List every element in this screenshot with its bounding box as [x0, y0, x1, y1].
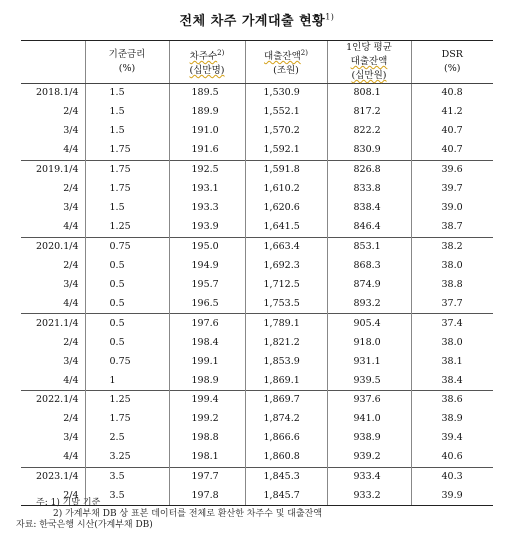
cell-period: 4/4	[63, 144, 79, 156]
cell-base-rate: 1.5	[85, 122, 169, 141]
cell-borrowers: 193.9	[169, 218, 245, 237]
footnote-2: 2) 가계부채 DB 상 표본 데이터를 전체로 환산한 차주수 및 대출잔액	[53, 509, 323, 519]
cell-per-capita: 817.2	[327, 103, 411, 122]
table-row	[21, 333, 493, 352]
cell-per-capita: 905.4	[327, 314, 411, 333]
cell-borrowers: 195.7	[169, 275, 245, 294]
cell-period: 2019.1/4	[21, 160, 85, 179]
cell-per-capita: 933.2	[327, 486, 411, 505]
cell-balance: 1,610.2	[245, 179, 327, 198]
cell-dsr: 38.8	[411, 275, 493, 294]
cell-base-rate: 3.25	[85, 448, 169, 467]
cell-period: 2/4	[63, 336, 79, 348]
cell-per-capita: 826.8	[327, 160, 411, 179]
cell-balance: 1,592.1	[245, 141, 327, 160]
cell-base-rate: 3.5	[85, 486, 169, 505]
cell-base-rate: 2.5	[85, 429, 169, 448]
cell-base-rate: 1.75	[85, 141, 169, 160]
household-loan-table	[21, 40, 493, 506]
cell-period: 3/4	[63, 125, 79, 137]
header-balance-unit: (조원)	[273, 65, 299, 77]
header-base-rate	[85, 41, 169, 84]
cell-balance: 1,821.2	[245, 333, 327, 352]
cell-period: 4/4	[63, 221, 79, 233]
header-base-rate-unit: (%)	[118, 63, 136, 74]
cell-borrowers: 196.5	[169, 295, 245, 314]
source-note: 자료: 한국은행 시산(가계부채 DB)	[16, 520, 153, 530]
cell-dsr: 39.0	[411, 199, 493, 218]
cell-dsr: 39.9	[411, 486, 493, 505]
cell-dsr: 38.0	[411, 333, 493, 352]
cell-per-capita: 808.1	[327, 84, 411, 103]
table-row	[21, 84, 493, 103]
cell-borrowers: 197.7	[169, 467, 245, 486]
table-row	[21, 218, 493, 237]
header-borrowers	[169, 41, 245, 84]
cell-per-capita: 874.9	[327, 275, 411, 294]
header-borrowers-footnote-mark: 2)	[217, 48, 225, 57]
table-row	[21, 448, 493, 467]
header-balance	[245, 41, 327, 84]
table-row	[21, 103, 493, 122]
header-base-rate-label: 기준금리	[108, 49, 146, 60]
cell-base-rate: 0.5	[85, 295, 169, 314]
cell-dsr: 39.6	[411, 160, 493, 179]
footnotes	[16, 498, 323, 531]
cell-base-rate: 1.5	[85, 84, 169, 103]
table-row	[21, 295, 493, 314]
cell-borrowers: 191.0	[169, 122, 245, 141]
table-row	[21, 237, 493, 256]
cell-period: 2018.1/4	[36, 87, 79, 99]
cell-base-rate: 0.5	[85, 275, 169, 294]
cell-period: 3/4	[63, 278, 79, 290]
cell-dsr: 40.7	[411, 122, 493, 141]
cell-period: 2022.1/4	[21, 391, 85, 410]
header-row	[21, 41, 493, 84]
cell-borrowers: 192.5	[169, 160, 245, 179]
cell-period: 4/4	[63, 374, 79, 386]
table-row	[21, 275, 493, 294]
cell-dsr: 37.7	[411, 295, 493, 314]
cell-base-rate: 0.75	[85, 352, 169, 371]
cell-dsr: 38.0	[411, 256, 493, 275]
table-row	[21, 141, 493, 160]
cell-per-capita: 918.0	[327, 333, 411, 352]
table-row	[21, 314, 493, 333]
cell-dsr: 40.3	[411, 467, 493, 486]
cell-base-rate: 1	[85, 371, 169, 390]
cell-borrowers: 198.8	[169, 429, 245, 448]
cell-per-capita: 937.6	[327, 391, 411, 410]
cell-base-rate: 0.75	[85, 237, 169, 256]
cell-dsr: 38.1	[411, 352, 493, 371]
cell-borrowers: 189.5	[169, 84, 245, 103]
cell-base-rate: 3.5	[85, 467, 169, 486]
cell-balance: 1,641.5	[245, 218, 327, 237]
cell-balance: 1,860.8	[245, 448, 327, 467]
cell-borrowers: 195.0	[169, 237, 245, 256]
cell-period: 3/4	[63, 355, 79, 367]
cell-base-rate: 1.75	[85, 160, 169, 179]
cell-borrowers: 199.4	[169, 391, 245, 410]
header-per-capita-line1: 1인당 평균	[346, 42, 392, 53]
header-period	[21, 41, 85, 84]
cell-balance: 1,866.6	[245, 429, 327, 448]
cell-borrowers: 197.8	[169, 486, 245, 505]
cell-base-rate: 1.5	[85, 199, 169, 218]
header-dsr-unit: (%)	[444, 63, 461, 74]
cell-dsr: 38.7	[411, 218, 493, 237]
cell-base-rate: 1.5	[85, 103, 169, 122]
cell-dsr: 41.2	[411, 103, 493, 122]
cell-balance: 1,591.8	[245, 160, 327, 179]
cell-per-capita: 830.9	[327, 141, 411, 160]
cell-dsr: 40.6	[411, 448, 493, 467]
cell-dsr: 39.7	[411, 179, 493, 198]
cell-period: 2020.1/4	[21, 237, 85, 256]
header-dsr	[411, 41, 493, 84]
cell-period: 4/4	[63, 297, 79, 309]
cell-dsr: 40.8	[411, 84, 493, 103]
table-row	[21, 410, 493, 429]
cell-period: 2/4	[21, 486, 85, 505]
cell-dsr: 38.6	[411, 391, 493, 410]
cell-borrowers: 198.4	[169, 333, 245, 352]
table-row	[21, 352, 493, 371]
cell-per-capita: 941.0	[327, 410, 411, 429]
cell-balance: 1,874.2	[245, 410, 327, 429]
cell-base-rate: 0.5	[85, 256, 169, 275]
cell-borrowers: 193.1	[169, 179, 245, 198]
cell-borrowers: 198.9	[169, 371, 245, 390]
cell-balance: 1,753.5	[245, 295, 327, 314]
cell-balance: 1,869.1	[245, 371, 327, 390]
cell-borrowers: 193.3	[169, 199, 245, 218]
header-per-capita-line2: 대출잔액	[350, 56, 388, 67]
cell-balance: 1,845.3	[245, 467, 327, 486]
cell-per-capita: 938.9	[327, 429, 411, 448]
cell-dsr: 38.4	[411, 371, 493, 390]
table-row	[21, 391, 493, 410]
table-title	[0, 10, 514, 29]
cell-base-rate: 0.5	[85, 314, 169, 333]
header-dsr-label: DSR	[441, 49, 463, 60]
cell-balance: 1,620.6	[245, 199, 327, 218]
cell-period: 2/4	[63, 413, 79, 425]
cell-balance: 1,692.3	[245, 256, 327, 275]
cell-balance: 1,712.5	[245, 275, 327, 294]
table-row	[21, 467, 493, 486]
cell-base-rate: 1.75	[85, 410, 169, 429]
cell-base-rate: 0.5	[85, 333, 169, 352]
cell-period: 3/4	[63, 432, 79, 444]
cell-balance: 1,552.1	[245, 103, 327, 122]
table-row	[21, 199, 493, 218]
header-balance-label: 대출잔액	[264, 51, 301, 63]
cell-dsr: 38.2	[411, 237, 493, 256]
table-title-text: 전체 차주 가계대출 현황	[179, 14, 326, 29]
cell-period: 2021.1/4	[21, 314, 85, 333]
cell-per-capita: 853.1	[327, 237, 411, 256]
cell-dsr: 37.4	[411, 314, 493, 333]
header-borrowers-unit: (십만명)	[189, 65, 225, 77]
cell-base-rate: 1.25	[85, 391, 169, 410]
table-row	[21, 371, 493, 390]
cell-borrowers: 199.1	[169, 352, 245, 371]
table-row	[21, 122, 493, 141]
cell-per-capita: 846.4	[327, 218, 411, 237]
table-row	[21, 179, 493, 198]
table-row	[21, 429, 493, 448]
table-row	[21, 160, 493, 179]
cell-dsr: 38.9	[411, 410, 493, 429]
header-per-capita	[327, 41, 411, 84]
cell-dsr: 39.4	[411, 429, 493, 448]
cell-period: 2023.1/4	[21, 467, 85, 486]
cell-per-capita: 933.4	[327, 467, 411, 486]
cell-borrowers: 194.9	[169, 256, 245, 275]
cell-borrowers: 198.1	[169, 448, 245, 467]
cell-period: 2/4	[63, 259, 79, 271]
cell-balance: 1,663.4	[245, 237, 327, 256]
cell-balance: 1,570.2	[245, 122, 327, 141]
cell-borrowers: 197.6	[169, 314, 245, 333]
cell-per-capita: 939.2	[327, 448, 411, 467]
table-row	[21, 256, 493, 275]
cell-borrowers: 199.2	[169, 410, 245, 429]
cell-per-capita: 822.2	[327, 122, 411, 141]
cell-balance: 1,789.1	[245, 314, 327, 333]
footnote-1: 주: 1) 기말 기준	[36, 498, 101, 508]
cell-period: 2/4	[63, 183, 79, 195]
cell-period: 2/4	[63, 106, 79, 118]
cell-base-rate: 1.25	[85, 218, 169, 237]
header-per-capita-unit: (십만원)	[351, 70, 387, 81]
cell-base-rate: 1.75	[85, 179, 169, 198]
cell-per-capita: 931.1	[327, 352, 411, 371]
title-footnote-mark: 1)	[325, 12, 335, 22]
cell-per-capita: 868.3	[327, 256, 411, 275]
cell-borrowers: 189.9	[169, 103, 245, 122]
cell-balance: 1,845.7	[245, 486, 327, 505]
cell-dsr: 40.7	[411, 141, 493, 160]
cell-period: 3/4	[63, 202, 79, 214]
cell-per-capita: 838.4	[327, 199, 411, 218]
cell-balance: 1,869.7	[245, 391, 327, 410]
cell-period: 4/4	[63, 451, 79, 463]
cell-per-capita: 893.2	[327, 295, 411, 314]
cell-per-capita: 833.8	[327, 179, 411, 198]
header-balance-footnote-mark: 2)	[300, 48, 308, 57]
cell-per-capita: 939.5	[327, 371, 411, 390]
cell-balance: 1,853.9	[245, 352, 327, 371]
header-borrowers-label: 차주수	[189, 51, 218, 63]
cell-balance: 1,530.9	[245, 84, 327, 103]
cell-borrowers: 191.6	[169, 141, 245, 160]
